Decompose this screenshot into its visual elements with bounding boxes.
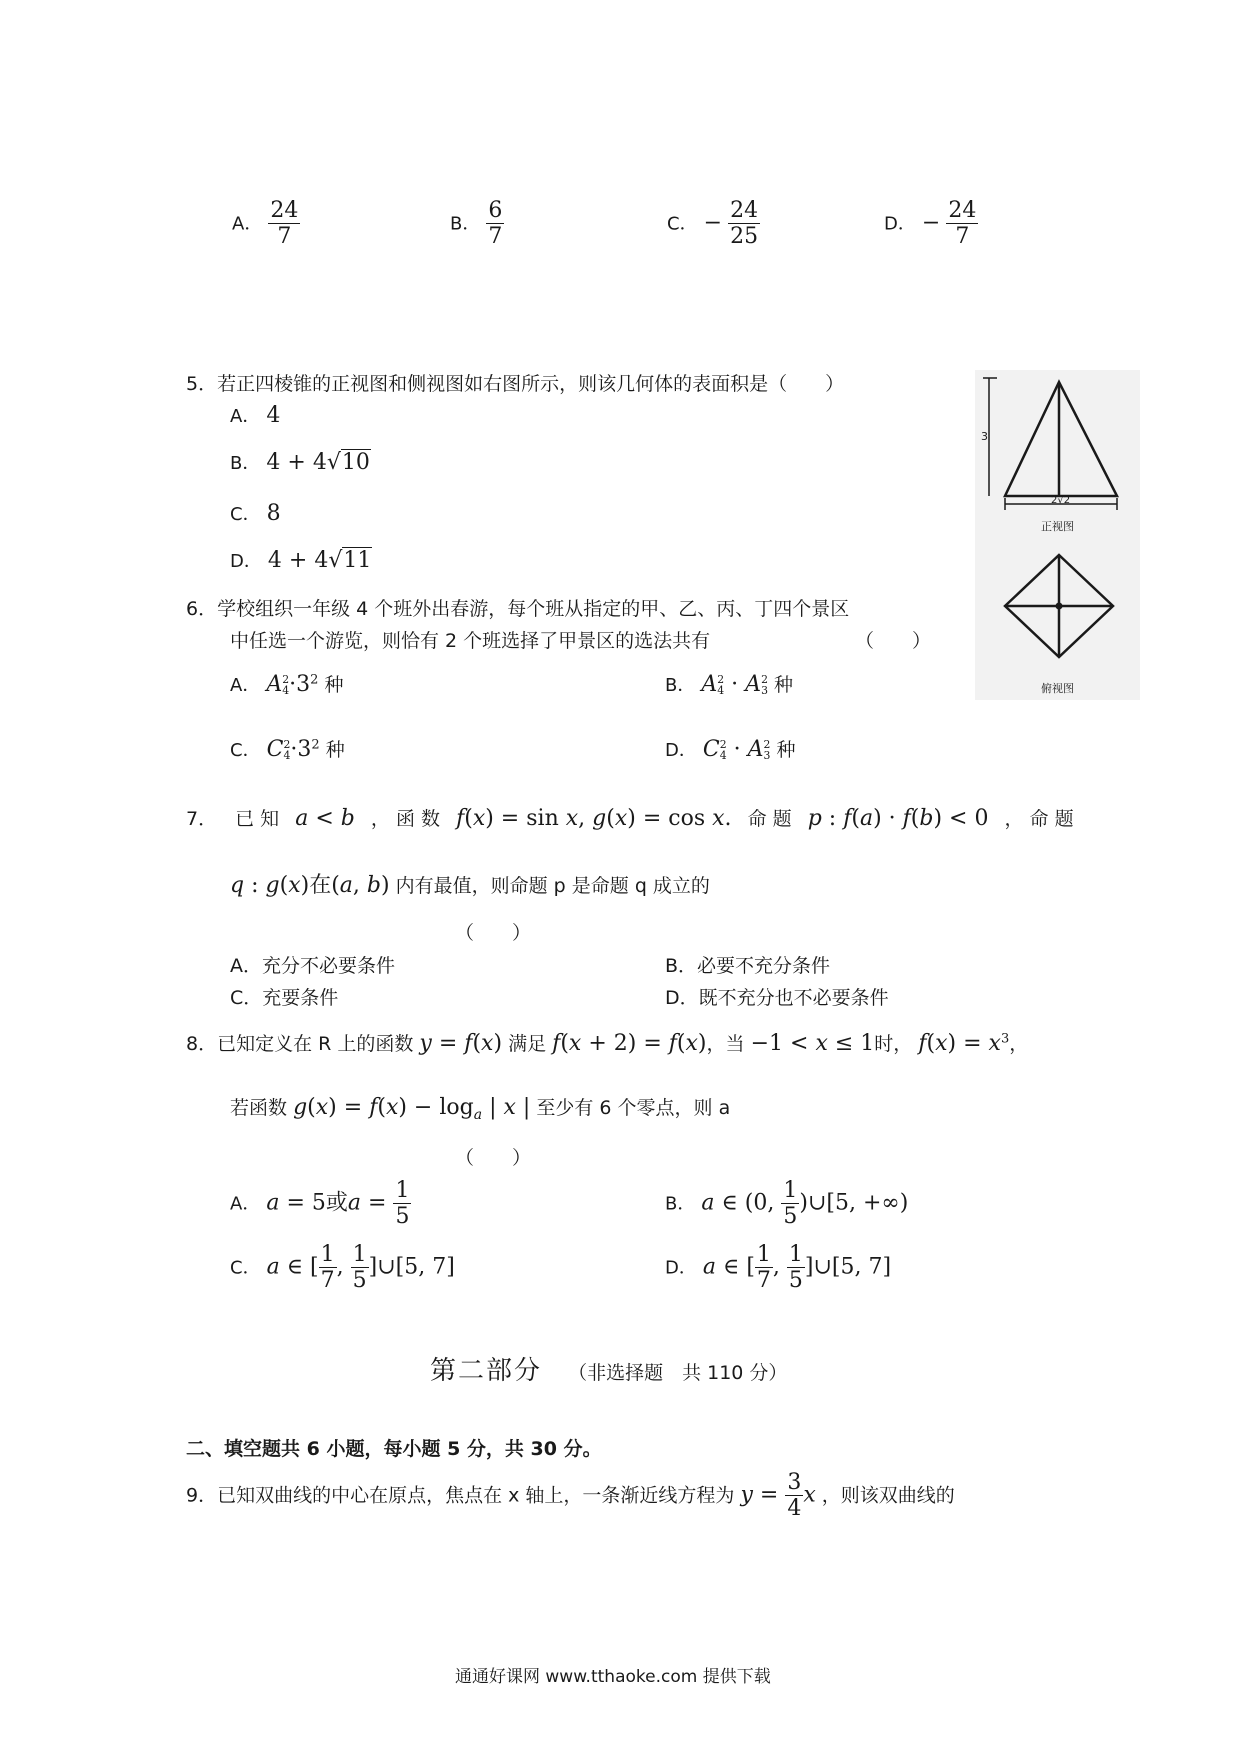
q4-option-a — [232, 198, 300, 250]
fraction: $\frac{24}{7}$ — [948, 198, 977, 250]
fraction: $\frac{24}{7}$ — [270, 198, 299, 250]
q8-option-d: D． a ∈ [ $\frac{1}{7}$ , $\frac{1}{5}$ ]∪[5, 7] — [665, 1242, 892, 1294]
q8-option-b: B． a ∈ (0, $\frac{1}{5}$ )∪[5, +∞) — [665, 1178, 909, 1230]
q4-option-c — [667, 198, 760, 250]
q4-option-b — [450, 198, 504, 250]
q6-paren: （ ） — [855, 630, 932, 652]
radicand: 10 — [341, 450, 370, 475]
q9-line: 9．已知双曲线的中心在原点，焦点在 x 轴上，一条渐近线方程为 y = $\frac{3}{4}$ x ，则该双曲线的 — [186, 1470, 955, 1522]
q7-option-c: C．充要条件 — [230, 987, 339, 1009]
q5-option-d: D． 4 + 4√11 — [230, 548, 372, 573]
q4-option-d — [884, 198, 978, 250]
q7-option-d: D．既不充分也不必要条件 — [665, 987, 889, 1009]
q8-option-a: A． a = 5或a = $\frac{1}{5}$ — [230, 1178, 410, 1230]
q7-option-b: B．必要不充分条件 — [665, 955, 831, 977]
q5-option-b: B． 4 + 4√10 — [230, 450, 370, 475]
option-label: D． — [884, 213, 916, 235]
footer-source: 通通好课网 www.tthaoke.com 提供下载 — [455, 1667, 771, 1687]
base-label: 2√2 — [1051, 495, 1071, 506]
q6-option-c: C． C 2 4 $\cdot 3^2$ 种 — [230, 737, 345, 762]
q8-line2: 若函数 $g(x) = f(x) - \log_a$ | x | 至少有 6 个零点，则 a — [230, 1095, 731, 1123]
option-label: B． — [450, 213, 481, 235]
q7-paren: （ ） — [455, 922, 532, 944]
top-view-caption: 俯视图 — [1041, 682, 1074, 695]
height-label: 3 — [981, 430, 988, 443]
q7-line1: 7． 已 知 a < b ， 函 数 f(x) = sin x, g(x) = cos x. 命 题 p : f(a) · f(b) < 0 ， 命 题 — [186, 806, 1074, 831]
section2-heading: 二、填空题共 6 小题，每小题 5 分，共 30 分。 — [186, 1438, 602, 1460]
minus-sign: − — [921, 210, 941, 236]
q8-paren: （ ） — [455, 1147, 532, 1169]
q8-option-c: C． a ∈ [ $\frac{1}{7}$ , $\frac{1}{5}$ ]∪[5, 7] — [230, 1242, 455, 1294]
apex-dot — [1056, 603, 1063, 610]
front-view-caption: 正视图 — [1041, 520, 1074, 533]
q5-option-c: C． 8 — [230, 501, 281, 526]
pyramid-figure — [975, 370, 1140, 700]
option-label: C． — [667, 213, 698, 235]
minus-sign: − — [703, 210, 723, 236]
q6-line1: 6．学校组织一年级 4 个班外出春游，每个班从指定的甲、乙、丙、丁四个景区 — [186, 598, 850, 620]
option-label: A． — [232, 213, 263, 235]
q6-option-a: A． A 2 4 $\cdot 3^2$ 种 — [230, 672, 344, 697]
radicand: 11 — [343, 548, 372, 573]
fraction: $\frac{24}{25}$ — [730, 198, 759, 250]
fraction: $\frac{6}{7}$ — [488, 198, 503, 250]
q5-option-a: A． 4 — [230, 403, 281, 428]
q7-option-a: A．充分不必要条件 — [230, 955, 395, 977]
q6-line2: 中任选一个游览，则恰有 2 个班选择了甲景区的选法共有 — [230, 630, 711, 652]
q6-option-b: B． A 2 4 · A 2 3 种 — [665, 672, 794, 697]
q8-line1: 8．已知定义在 R 上的函数 y = f(x) 满足 f(x + 2) = f(x)，当 −1 < x ≤ 1时， $f(x) = x^3$， — [186, 1031, 1029, 1056]
part2-title: 第二部分 — [430, 1356, 543, 1386]
part2-heading — [430, 1350, 787, 1387]
q7-line2: q : g(x)在(a, b) 内有最值，则命题 p 是命题 q 成立的 — [230, 873, 710, 898]
q5-stem: 5．若正四棱锥的正视图和侧视图如右图所示，则该几何体的表面积是（ ） — [186, 373, 845, 395]
q6-option-d: D． C 2 4 · A 2 3 种 — [665, 737, 796, 762]
part2-subtitle: （非选择题 共 110 分） — [568, 1362, 788, 1384]
